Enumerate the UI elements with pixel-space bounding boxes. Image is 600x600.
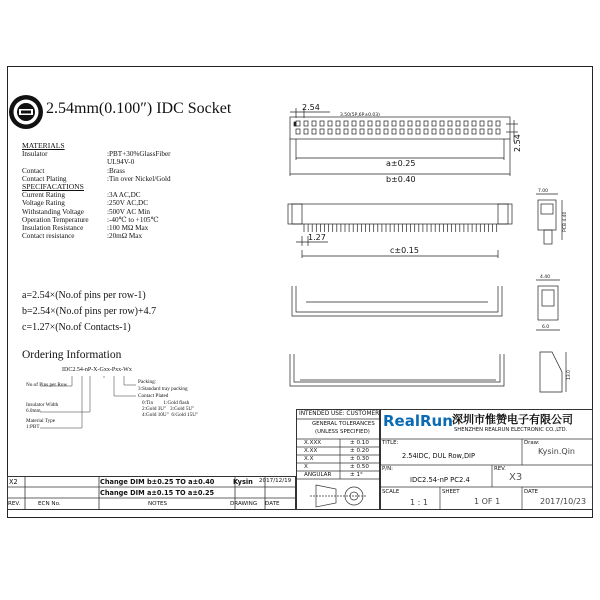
dim-127: 1.27 bbox=[308, 233, 326, 242]
spec-label: Voltage Rating bbox=[22, 199, 65, 208]
tolerance-value: ± 0.50 bbox=[350, 464, 369, 470]
rev-row1-rev: X2 bbox=[9, 478, 18, 486]
dim-pitch-top: 2.54 bbox=[302, 103, 320, 112]
tolerance-key: X.XXX bbox=[304, 440, 322, 446]
material-label: Contact Plating bbox=[22, 174, 67, 183]
company-cn-name: 深圳市惟赞电子有限公司 bbox=[452, 413, 573, 426]
rev-row1-drawing: Kysin bbox=[233, 478, 253, 486]
material-value: UL94V-0 bbox=[107, 158, 135, 167]
spec-value: :-40℃ to +105℃ bbox=[107, 215, 159, 224]
spec-value: :3A AC,DC bbox=[107, 191, 141, 200]
material-value: :PBT+30%GlassFiber bbox=[107, 150, 171, 159]
dim-a: a±0.25 bbox=[386, 159, 416, 168]
spec-label: Insulation Resistance bbox=[22, 224, 84, 233]
ordering-code: IDC2.54-nP-X-Gxx-Pxx-Wx bbox=[62, 367, 132, 373]
title-label: TITLE: bbox=[382, 440, 399, 446]
materials-heading: MATERIALS bbox=[22, 141, 65, 150]
rev-header-drawing: DRAWING bbox=[230, 501, 258, 507]
material-label: Contact bbox=[22, 166, 45, 175]
scale-value: 1 : 1 bbox=[410, 498, 428, 507]
third-angle-projection-symbol bbox=[310, 485, 366, 507]
pn-value: IDC2.54-nP PC2.4 bbox=[410, 476, 470, 484]
rev-value: X3 bbox=[509, 472, 523, 483]
dim-pcb-note: 3.50(5P,6P±0.03) bbox=[340, 113, 380, 118]
document-title: 2.54mm(0.100″) IDC Socket bbox=[46, 100, 232, 117]
ordering-title: Ordering Information bbox=[22, 349, 122, 361]
rev-header-notes: NOTES bbox=[148, 501, 168, 507]
ordering-plated-item-2: 2:Gold 3U" 3:Gold 5U" bbox=[142, 406, 195, 412]
tolerance-key: X.XX bbox=[304, 448, 318, 454]
material-value: :Tin over Nickel/Gold bbox=[107, 174, 171, 183]
material-label: Insulator bbox=[22, 150, 48, 159]
dim-b: b±0.40 bbox=[386, 175, 416, 184]
tolerance-key: ANGULAR bbox=[304, 472, 332, 478]
rev-header-date: DATE bbox=[265, 501, 280, 507]
spec-value: :250V AC,DC bbox=[107, 199, 149, 208]
draw-label: Draw: bbox=[524, 440, 540, 446]
tolerance-subtitle-1: GENERAL TOLERANCES bbox=[312, 421, 375, 427]
dim-end-h: 13.0 bbox=[567, 369, 572, 380]
date-value: 2017/10/23 bbox=[540, 497, 587, 506]
tolerance-key: X.X bbox=[304, 456, 314, 462]
sheet-value: 1 OF 1 bbox=[474, 497, 501, 506]
ordering-plated-item-1: 0:Tin 1:Gold flash bbox=[142, 400, 190, 406]
dim-end-6: 6.0 bbox=[542, 325, 550, 330]
dim-side-label: PCB 4.40 bbox=[563, 211, 568, 232]
spec-label: Withstanding Voltage bbox=[22, 207, 84, 216]
date-label: DATE bbox=[524, 489, 539, 495]
ordering-plated-title: Contact Plated bbox=[138, 393, 169, 399]
tolerance-value: ± 0.20 bbox=[350, 448, 369, 454]
tolerance-value: ± 0.10 bbox=[350, 440, 369, 446]
ordering-packing-item: 3:Standard tray packing bbox=[138, 386, 188, 392]
formula-b: b=2.54×(No.of pins per row)+4.7 bbox=[22, 306, 157, 317]
ordering-plated-item-3: 4:Gold 10U" 6:Gold 15U" bbox=[142, 412, 199, 418]
spec-label: Current Rating bbox=[22, 191, 65, 200]
rev-row1-date: 2017/12/19 bbox=[259, 478, 292, 484]
spec-value: :20mΩ Max bbox=[107, 232, 143, 241]
ordering-packing-title: Packing: bbox=[138, 379, 157, 385]
ordering-insulator-width: Insulator Width bbox=[26, 402, 59, 408]
spec-value: :100 MΩ Max bbox=[107, 224, 149, 233]
rev-header-rev: REV. bbox=[8, 501, 21, 507]
pn-label: P/N: bbox=[382, 466, 393, 472]
ordering-pins-per-row: No.of Pins per Row bbox=[26, 382, 68, 388]
dim-end-w: 4.40 bbox=[540, 275, 551, 280]
dim-side-w: 7.00 bbox=[538, 189, 549, 194]
tolerance-title: INTENDED USE: CUSTOMER bbox=[299, 411, 380, 417]
formula-a: a=2.54×(No.of pins per row-1) bbox=[22, 290, 146, 301]
formula-c: c=1.27×(No.of Contacts-1) bbox=[22, 322, 131, 333]
tolerance-value: ± 0.30 bbox=[350, 456, 369, 462]
dim-c: c±0.15 bbox=[390, 246, 419, 255]
rev-row1-change: Change DIM b±0.25 TO a±0.40 bbox=[100, 478, 215, 486]
company-en-name: SHENZHEN REALRUN ELECTRONIC CO.,LTD. bbox=[454, 427, 568, 433]
material-value: :Brass bbox=[107, 166, 125, 175]
rev-label: REV. bbox=[494, 466, 506, 472]
dim-pitch-side: 2.54 bbox=[513, 134, 522, 152]
title-value: 2.54IDC, DUL Row,DIP bbox=[402, 452, 475, 460]
draw-value: Kysin.Qin bbox=[538, 447, 575, 456]
ordering-material-type-value: 1:PBT bbox=[26, 424, 40, 430]
ordering-insulator-width-value: 6.0mm bbox=[26, 408, 41, 414]
scale-label: SCALE bbox=[382, 489, 400, 495]
tolerance-value: ± 1° bbox=[350, 472, 363, 478]
spec-value: :500V AC Min bbox=[107, 207, 151, 216]
spec-label: Operation Temperature bbox=[22, 215, 89, 224]
spec-label: Contact resistance bbox=[22, 232, 75, 241]
company-brand: RealRun bbox=[383, 412, 453, 430]
tolerance-key: X bbox=[304, 464, 308, 470]
specifications-heading: SPECIFACATIONS bbox=[22, 182, 84, 192]
rev-row2-change: Change DIM a±0.15 TO a±0.25 bbox=[100, 489, 215, 497]
ordering-material-type: Material Type bbox=[26, 418, 56, 424]
rev-header-ecn: ECN No. bbox=[38, 501, 61, 507]
sheet-label: SHEET bbox=[442, 489, 460, 495]
tolerance-subtitle-2: (UNLESS SPECIFIED) bbox=[315, 429, 370, 435]
